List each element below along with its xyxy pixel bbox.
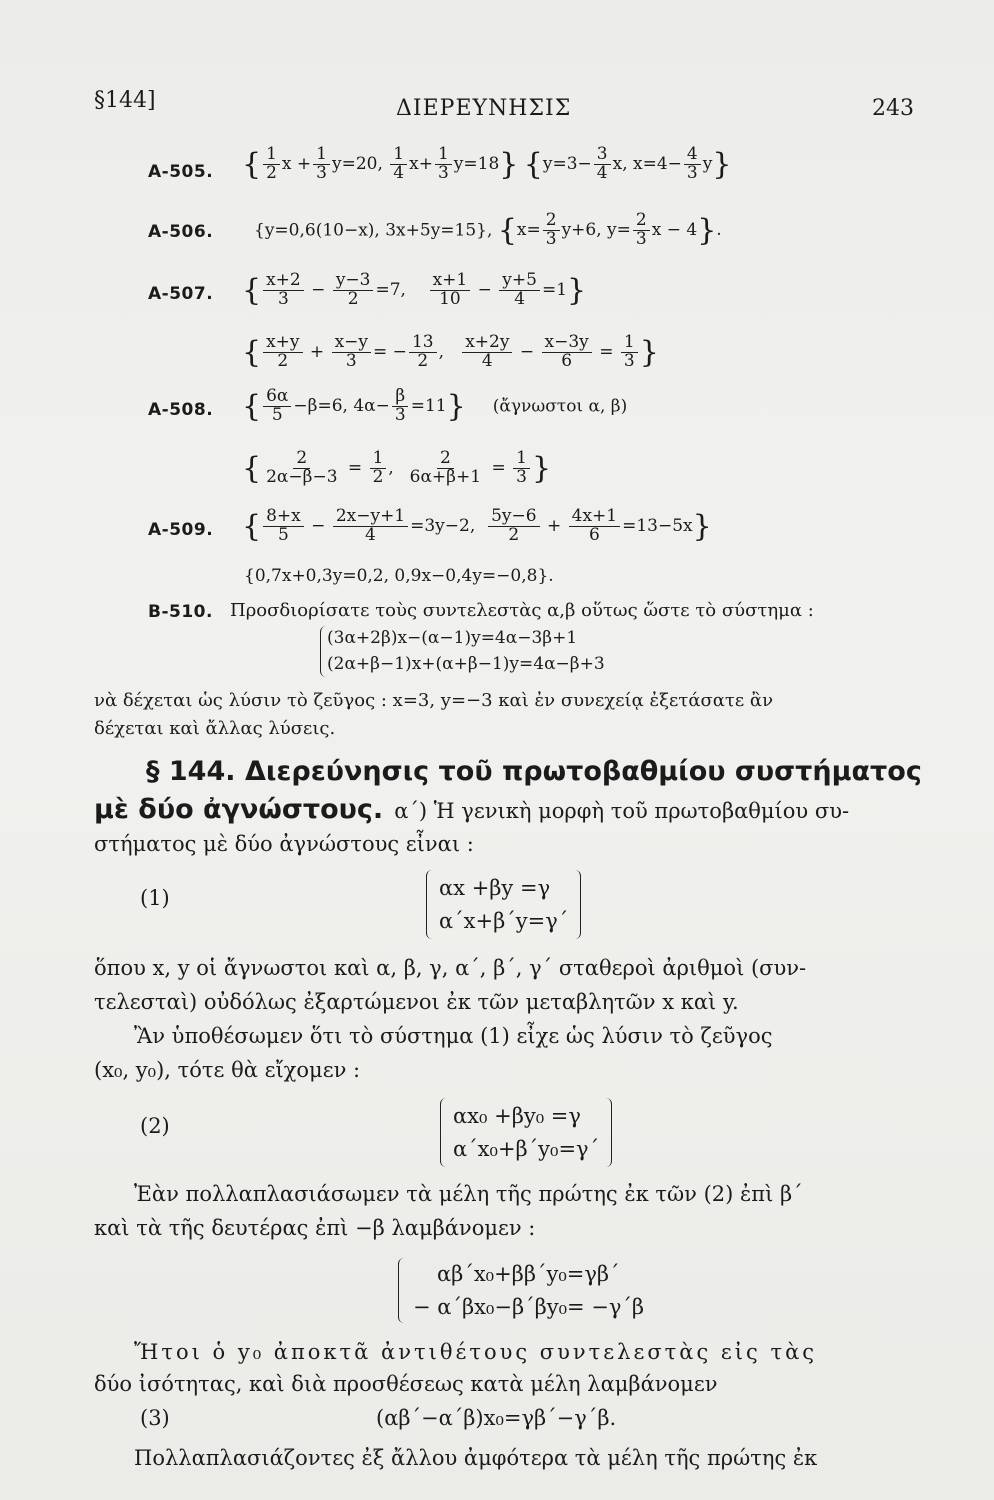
running-title: ΔΙΕΡΕΥΝΗΣΙΣ (396, 96, 572, 121)
equation-system-3: αβ΄x₀+ββ΄y₀=γβ΄ − α΄βx₀−β΄βy₀= −γ΄β (398, 1258, 644, 1323)
exercise-b510-text: Προσδιορίσατε τοὺς συντελεστὰς α,β οὕτως ὥστε τὸ σύστημα : (230, 600, 814, 621)
exercise-a509-row2: {0,7x+0,3y=0,2, 0,9x−0,4y=−0,8}. (244, 566, 554, 586)
exercise-label: Β-510. (148, 602, 213, 622)
paragraph-line: Ἐὰν πολλαπλασιάσωμεν τὰ μέλη τῆς πρώτης ἐκ τῶν (2) ἐπὶ β΄ (134, 1182, 803, 1206)
exercise-label: Α-506. (148, 222, 214, 242)
section-heading: § 144. Διερεύνησις τοῦ πρωτοβαθμίου συστήματος (146, 756, 922, 787)
equation-system-1: αx +βy =γ α΄x+β΄y=γ΄ (426, 870, 581, 939)
exercise-label: Α-508. (148, 400, 214, 420)
exercise-b510-system: (3α+2β)x−(α−1)y=4α−3β+1 (2α+β−1)x+(α+β−1)y=4α−β+3 (320, 626, 605, 677)
paragraph-line: καὶ τὰ τῆς δευτέρας ἐπὶ −β λαμβάνομεν : (94, 1216, 536, 1240)
equation-system-2: αx₀ +βy₀ =γ α΄x₀+β΄y₀=γ΄ (440, 1098, 612, 1167)
paragraph-line: τελεσταὶ) οὐδόλως ἐξαρτώμενοι ἐκ τῶν μεταβλητῶν x καὶ y. (94, 990, 739, 1014)
exercise-b510-line2: νὰ δέχεται ὡς λύσιν τὸ ζεῦγος : x=3, y=−3 καὶ ἐν συνεχείᾳ ἐξετάσατε ἂν (94, 690, 774, 711)
exercise-a507-row1: { $\frac{x+2}{3}$ − $\frac{y-3}{2}$ =7, $\frac{x+1}{10}$ − $\frac{y+5}{4}$ =1} (242, 270, 587, 309)
paragraph-line: Ἤτοι ὁ y₀ ἀποκτᾶ ἀντιθέτους συντελεστὰς εἰς τὰς (134, 1340, 818, 1364)
exercise-a508-row2: { $\frac{2}{2\alpha-\beta-3}$ = $\frac{1}{2}$ , $\frac{2}{6\alpha+\beta+1}$ = $\frac{1}{3}$ } (242, 448, 552, 487)
exercise-a505-equations: { $\frac{1}{2}$ x + $\frac{1}{3}$ y=20, $\frac{1}{4}$ x+ $\frac{1}{3}$ y=18} {y=3− $\frac{3}{4}$ x, x=4− $\frac{4}{3}$ y} (242, 144, 732, 183)
paragraph-line: στήματος μὲ δύο ἀγνώστους εἶναι : (94, 832, 474, 856)
exercise-b510-line3: δέχεται καὶ ἄλλας λύσεις. (94, 718, 336, 739)
paragraph-line: δύο ἰσότητας, καὶ διὰ προσθέσεως κατὰ μέλη λαμβάνομεν (94, 1372, 718, 1396)
paragraph-line: Ἂν ὑποθέσωμεν ὅτι τὸ σύστημα (1) εἶχε ὡς λύσιν τὸ ζεῦγος (134, 1024, 773, 1048)
page-number: 243 (872, 96, 914, 121)
paragraph-line: Πολλαπλασιάζοντες ἐξ ἄλλου ἀμφότερα τὰ μέλη τῆς πρώτης ἐκ (134, 1446, 818, 1470)
paragraph-line: ὅπου x, y οἱ ἄγνωστοι καὶ α, β, γ, α΄, β΄, γ΄ σταθεροὶ ἀριθμοὶ (συν- (94, 956, 807, 980)
exercise-label: Α-505. (148, 162, 214, 182)
section-marker: §144] (94, 88, 156, 113)
paragraph-line: (x₀, y₀), τότε θὰ εἴχομεν : (94, 1058, 361, 1082)
exercise-a506-equations: {y=0,6(10−x), 3x+5y=15}, {x= $\frac{2}{3}$ y+6, y= $\frac{2}{3}$ x − 4}. (254, 210, 722, 249)
equation-3: (αβ΄−α΄β)x₀=γβ΄−γ΄β. (376, 1406, 617, 1430)
exercise-a509-row1: { $\frac{8+x}{5}$ − $\frac{2x-y+1}{4}$ =3y−2, $\frac{5y-6}{2}$ + $\frac{4x+1}{6}$ =13−5x} (242, 506, 712, 545)
equation-number: (2) (140, 1114, 170, 1138)
exercise-a508-row1: { $\frac{6\alpha}{5}$ −β=6, 4α− $\frac{\beta}{3}$ =11} (ἄγνωστοι α, β) (242, 386, 628, 425)
exercise-label: Α-509. (148, 520, 214, 540)
section-heading-line2: μὲ δύο ἀγνώστους. α΄) Ἡ γενικὴ μορφὴ τοῦ πρωτοβαθμίου συ- (94, 794, 850, 825)
exercise-a507-row2: { $\frac{x+y}{2}$ + $\frac{x-y}{3}$ = − $\frac{13}{2}$ , $\frac{x+2y}{4}$ − $\frac{x-3y}{6}$ = $\frac{1}{3}$ } (242, 332, 659, 371)
equation-number: (1) (140, 886, 170, 910)
equation-number: (3) (140, 1406, 170, 1430)
exercise-label: Α-507. (148, 284, 214, 304)
